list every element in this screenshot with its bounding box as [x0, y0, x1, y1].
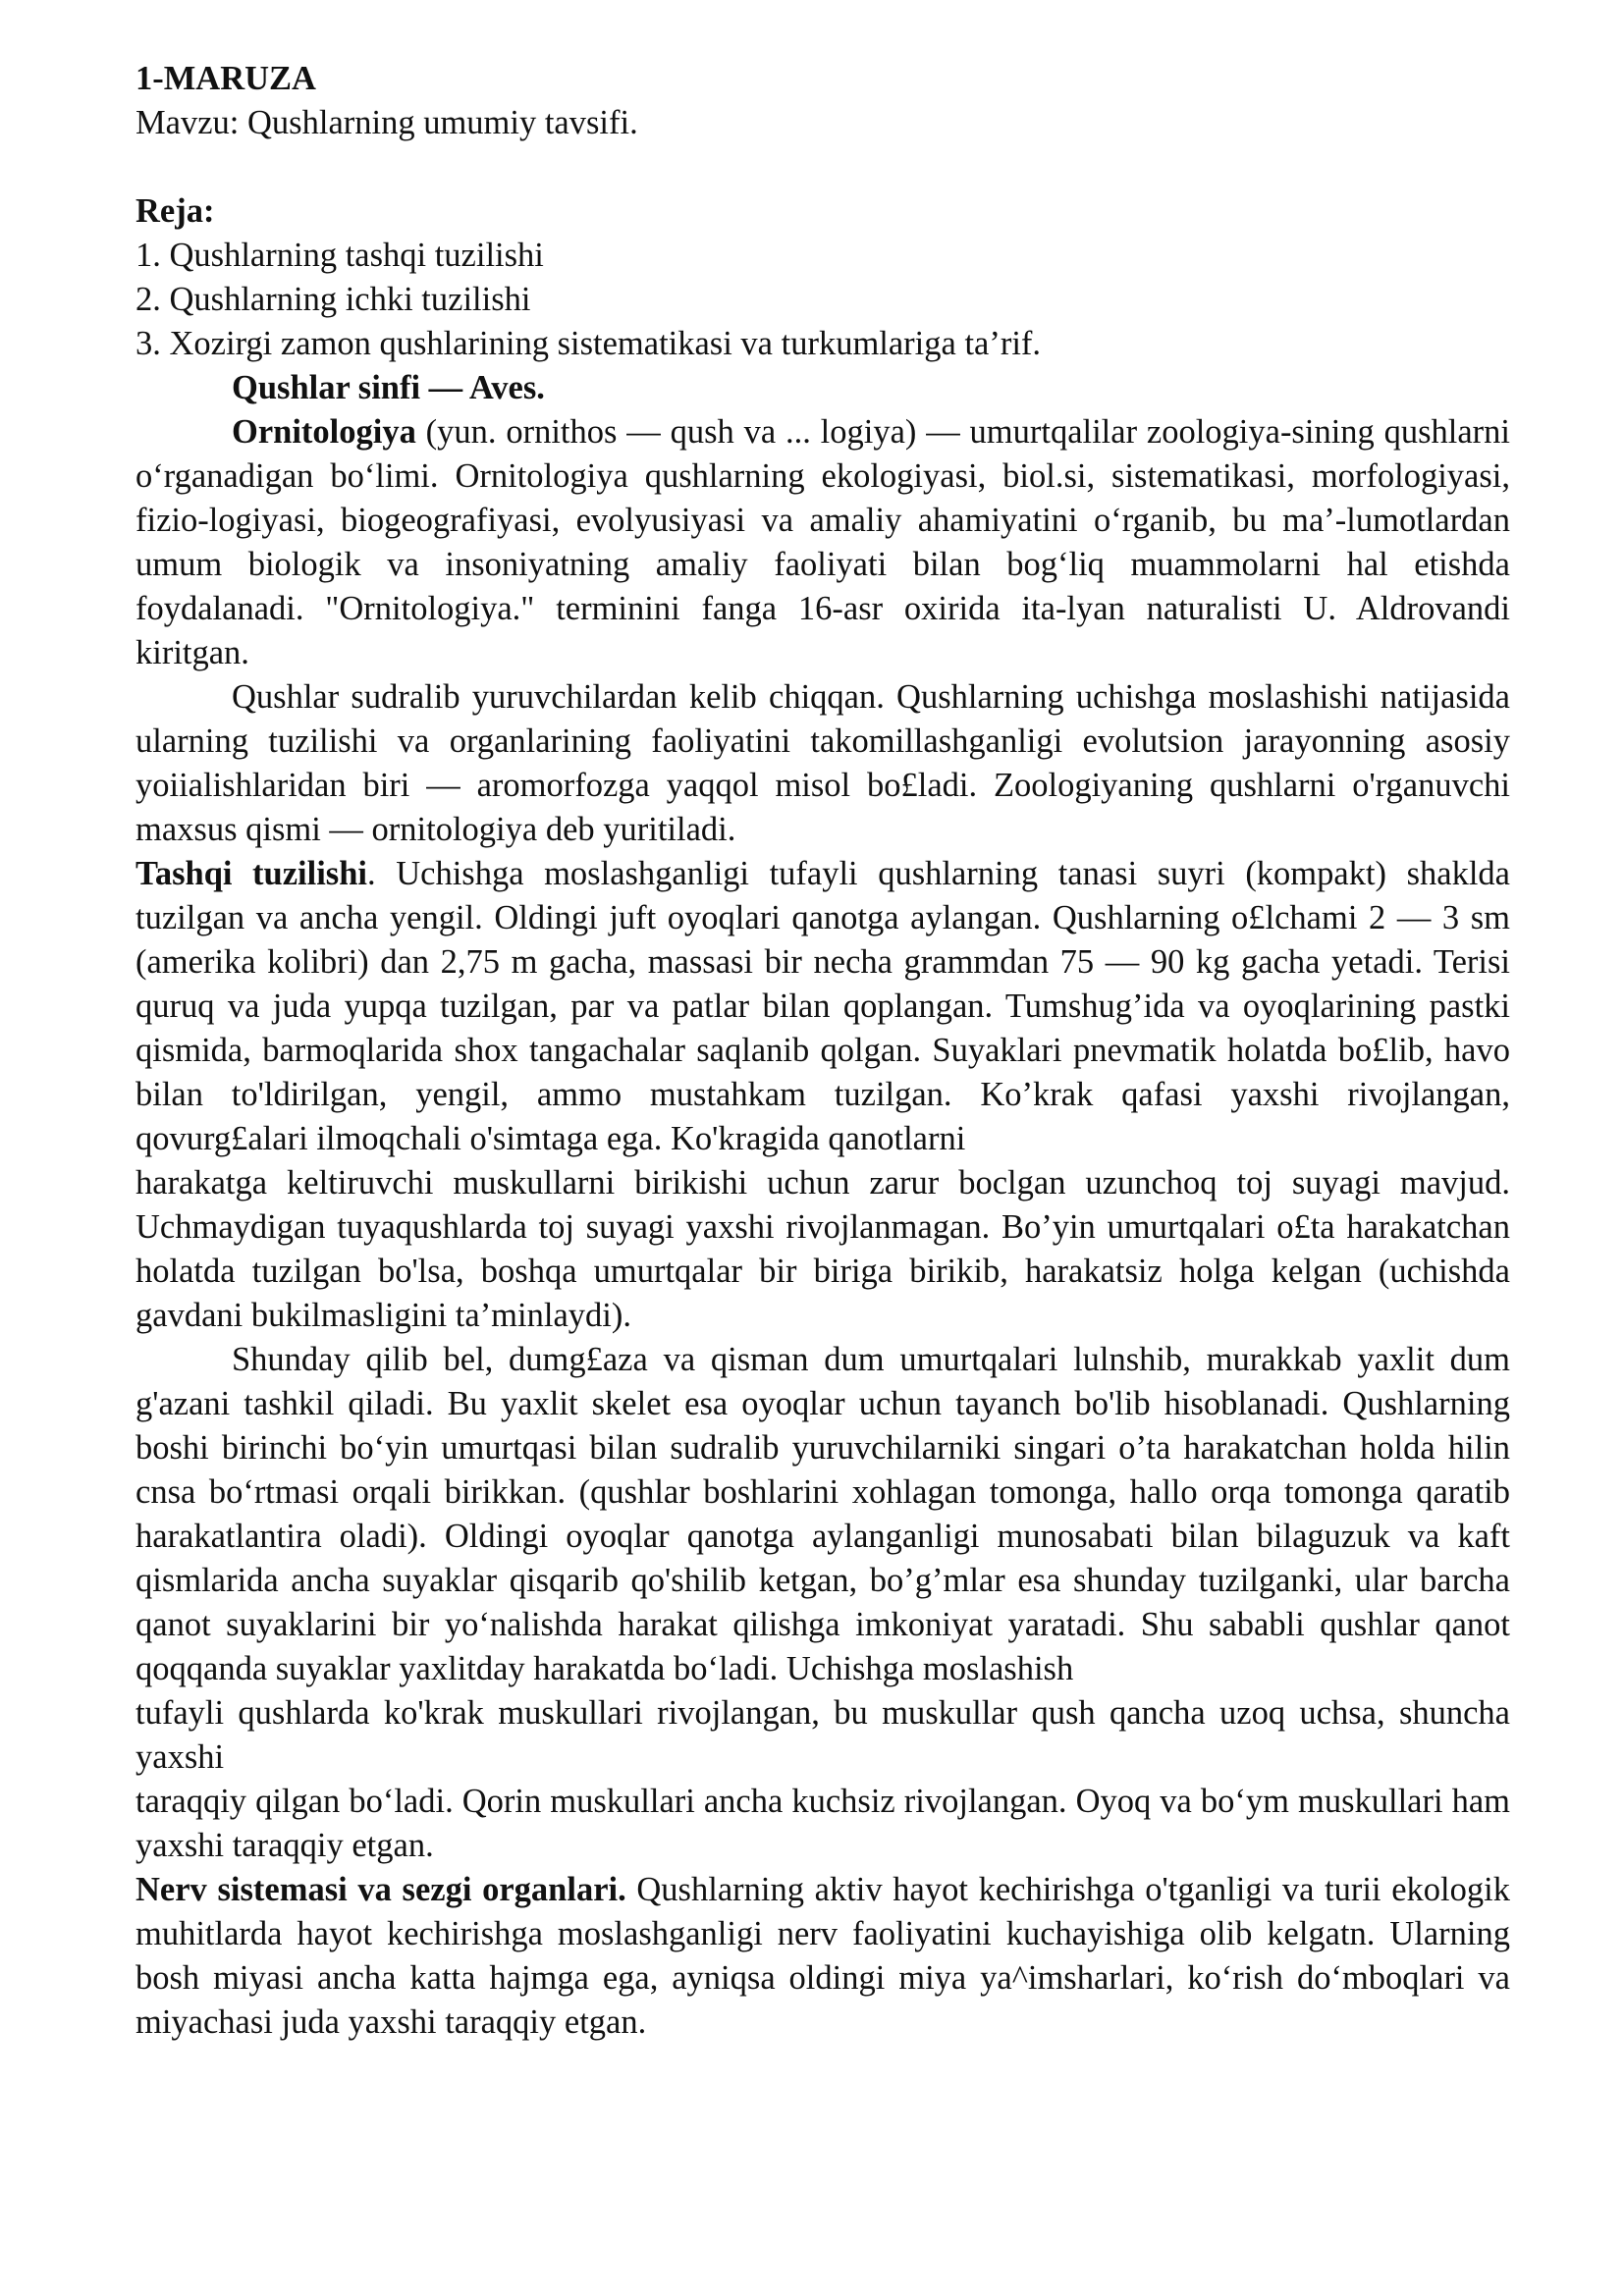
spacer	[135, 145, 1510, 189]
class-heading: Qushlar sinfi — Aves.	[232, 369, 545, 406]
paragraph-keel: harakatga keltiruvchi muskullarni birikishi uchun zarur boclgan uzunchoq toj suyagi mavjud. Uchmaydigan tuyaqushlarda toj suyagi yaxshi rivojlanmagan. Bo’yin umurtqalari o£ta harakatchan holatda tuzilgan bo'lsa, boshqa umurtqalar bir biriga birikib, harakatsiz holga kelgan (uchishda gavdani bukilmasligini ta’minlaydi).	[135, 1164, 1510, 1334]
paragraph-skeleton: Shunday qilib bel, dumg£aza va qisman dum umurtqalari lulnshib, murakkab yaxlit dum g'azani tashkil qiladi. Bu yaxlit skelet esa oyoqlar uchun tayanch bo'lib hisoblanadi. Qushlarning boshi birinchi bo‘yin umurtqasi bilan sudralib yuruvchilarniki singari o’ta harakatchan holda hilin cnsa bo‘rtmasi orqali birikkan. (qushlar boshlarini xohlagan tomonga, hallo orqa tomonga qaratib harakatlantira oladi). Oldingi oyoqlar qanotga aylanganligi munosabati bilan bilaguzuk va kaft qismlarida ancha suyaklar qisqarib qo'shilib ketgan, bo’g’mlar esa shunday tuzilganki, ular barcha qanot suyaklarini bir yo‘nalishda harakat qilishga imkoniyat yaratadi. Shu sababli qushlar qanot qoqqanda suyaklar yaxlitday harakatda bo‘ladi. Uchishga moslashish	[135, 1341, 1510, 1687]
lecture-number: 1-MARUZA	[135, 60, 316, 97]
paragraph-nervous-system-text: Qushlarning aktiv hayot kechirishga o'tganligi va turii ekologik muhitlarda hayot kechirishga moslashganligi nerv faoliyatini kuchayishiga olib kelgatn. Ularning bosh miyasi ancha katta hajmga ega, ayniqsa oldingi miya ya^imsharlari, ko‘rish do‘mboqlari va miyachasi juda yaxshi taraqqiy etgan.	[135, 1871, 1510, 2041]
term-ornithology: Ornitologiya	[232, 413, 416, 451]
document-page	[135, 57, 1510, 2045]
topic-line: Mavzu: Qushlarning umumiy tavsifi.	[135, 104, 638, 141]
plan-title: Reja:	[135, 192, 215, 230]
paragraph-muscles: tufayli qushlarda ko'krak muskullari rivojlangan, bu muskullar qush qancha uzoq uchsa, shuncha yaxshi	[135, 1694, 1510, 1776]
paragraph-muscles-cont: taraqqiy qilgan bo‘ladi. Qorin muskullari ancha kuchsiz rivojlangan. Oyoq va bo‘ym muskullari ham yaxshi taraqqiy etgan.	[135, 1783, 1510, 1864]
paragraph-ornithology-text: (yun. ornithos — qush va ... logiya) — umurtqalilar zoologiya-sining qushlarni o‘rganadigan bo‘limi. Ornitologiya qushlarning ekologiyasi, biol.si, sistematikasi, morfologiyasi, fizio-logiyasi, biogeografiyasi, evolyusiyasi va amaliy ahamiyatini o‘rganib, bu ma’-lumotlardan umum biologik va insoniyatning amaliy faoliyati bilan bog‘liq muammolarni hal etishda foydalanadi. "Ornitologiya." terminini fanga 16-asr oxirida ita-lyan naturalisti U. Aldrovandi kiritgan.	[135, 413, 1510, 671]
paragraph-external-structure	[135, 852, 1510, 1161]
plan-item-3: 3. Xozirgi zamon qushlarining sistematikasi va turkumlariga ta’rif.	[135, 325, 1042, 362]
paragraph-nervous-system	[135, 1868, 1510, 2045]
plan-item-2: 2. Qushlarning ichki tuzilishi	[135, 281, 531, 318]
term-nervous-system: Nerv sistemasi va sezgi organlari.	[135, 1871, 626, 1908]
term-external-structure: Tashqi tuzilishi	[135, 855, 368, 892]
paragraph-ornithology	[135, 410, 1510, 675]
paragraph-external-structure-text: . Uchishga moslashganligi tufayli qushlarning tanasi suyri (kompakt) shakldа tuzilgan va ancha yengil. Oldingi juft oyoqlari qanotga aylangan. Qushlarning o£lchami 2 — 3 sm (amerika kolibri) dan 2,75 m gacha, massasi bir necha grammdan 75 — 90 kg gacha yetadi. Terisi quruq va juda yupqa tuzilgan, par va patlar bilan qoplangan. Tumshug’ida va oyoqlarining pastki qismida, barmoqlarida shox tangachalar saqlanib qolgan. Suyaklari pnevmatik holatda bo£lib, havo bilan to'ldirilgan, yengil, ammo mustahkam tuzilgan. Ko’krak qafasi yaxshi rivojlangan, qovurg£alari ilmoqchali o'simtaga ega. Ko'kragida qanotlarni	[135, 855, 1510, 1157]
paragraph-origin: Qushlar sudralib yuruvchilardan kelib chiqqan. Qushlarning uchishga moslashishi natijasida ularning tuzilishi va organlarining faoliyatini takomillashganligi evolutsion jarayonning asosiy yoiialishlaridan biri — aromorfozga yaqqol misol bo£ladi. Zoologiyaning qushlarni o'rganuvchi maxsus qismi — ornitologiya deb yuritiladi.	[135, 678, 1510, 848]
plan-item-1: 1. Qushlarning tashqi tuzilishi	[135, 237, 544, 274]
